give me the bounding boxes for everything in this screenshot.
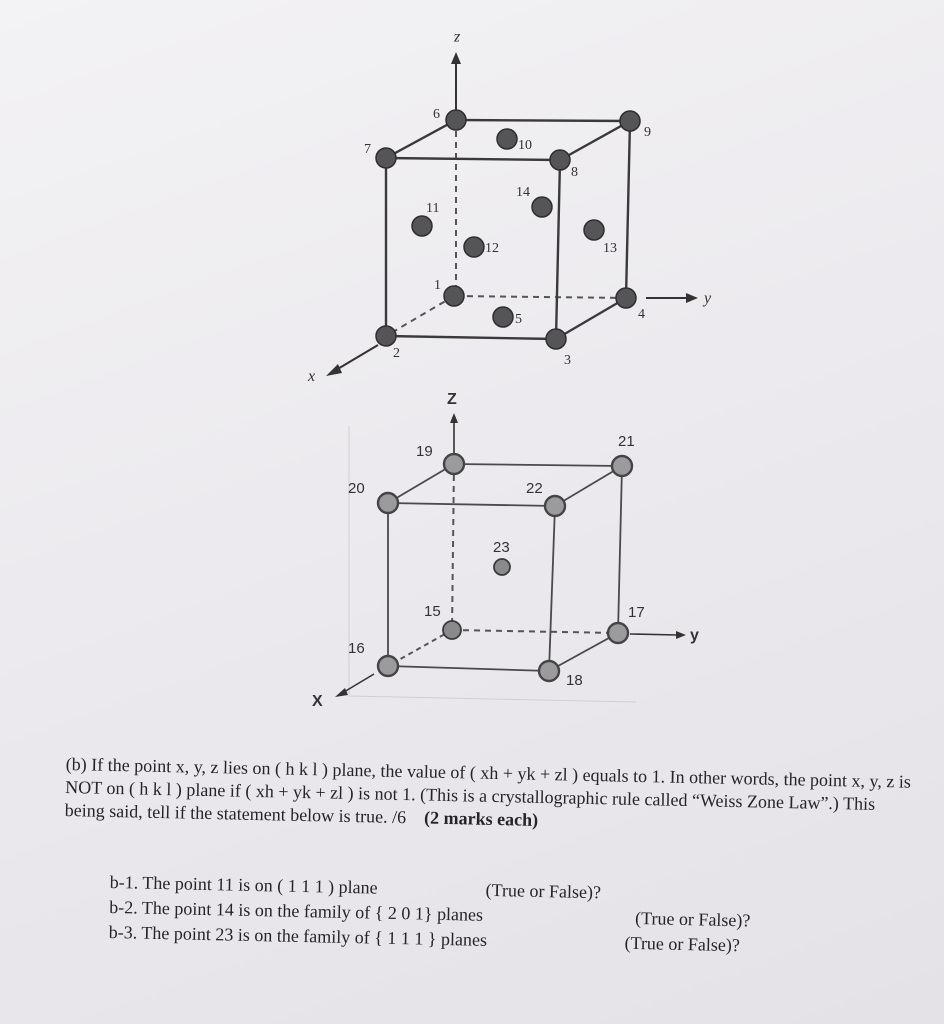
edge — [388, 503, 555, 506]
y-axis-label-bottom: y — [690, 627, 699, 644]
atom-10 — [497, 129, 517, 149]
atom-16 — [378, 656, 398, 676]
point-label-17: 17 — [628, 604, 645, 621]
atom-12 — [464, 237, 484, 257]
top-cube-diagram — [307, 30, 712, 385]
atom-8 — [550, 150, 570, 170]
question-b1-true-false: (True or False)? — [485, 879, 602, 903]
question-b3-true-false: (True or False)? — [624, 932, 741, 956]
atom-22 — [545, 496, 565, 516]
question-b2-text: b-2. The point 14 is on the family of { 2 0 1} planes — [109, 896, 484, 925]
question-b2-true-false: (True or False)? — [634, 908, 751, 931]
point-label-20: 20 — [348, 480, 365, 497]
question-b3-text: b-3. The point 23 is on the family of { 1 1 1 } planes — [108, 921, 488, 950]
point-label-1: 1 — [434, 278, 441, 293]
edge — [549, 506, 555, 671]
edge — [626, 121, 630, 298]
point-label-5: 5 — [515, 312, 522, 327]
point-label-12: 12 — [485, 241, 499, 256]
edge — [388, 464, 454, 503]
atom-15 — [443, 621, 461, 639]
atom-23 — [494, 559, 510, 575]
y-axis-arrowhead-bottom — [676, 631, 686, 639]
edge — [618, 466, 622, 633]
point-label-13: 13 — [603, 241, 617, 256]
edge — [560, 121, 630, 160]
atom-21 — [612, 456, 632, 476]
x-axis-label-bottom: X — [312, 693, 323, 710]
point-label-19: 19 — [416, 443, 433, 460]
atom-19 — [444, 454, 464, 474]
point-label-7: 7 — [364, 142, 371, 157]
point-label-21: 21 — [618, 433, 635, 450]
x-axis-arrowhead — [326, 364, 342, 376]
point-label-15: 15 — [424, 603, 441, 620]
y-axis-arrowhead — [686, 293, 698, 303]
question-b1-text: b-1. The point 11 is on ( 1 1 1 ) plane — [109, 871, 378, 898]
bottom-cube-diagram — [312, 391, 699, 710]
question-b-intro: (b) If the point x, y, z lies on ( h k l ) plane, the value of ( xh + yk + zl ) equals to 1. In other words, the point x, y, z is NOT on ( h k l ) plane if ( xh + yk + zl ) is not 1. (This is a crystallographic rule called “Weiss Zone Law”.) This being said, tell if the statement below is true. /6 — [64, 753, 912, 828]
y-axis-label-top: y — [704, 290, 712, 307]
atom-2 — [376, 326, 396, 346]
marks-note: (2 marks each) — [423, 807, 539, 830]
edge — [386, 158, 560, 160]
edge — [556, 298, 626, 339]
atom-5 — [493, 307, 513, 327]
edge — [556, 160, 560, 339]
atom-20 — [378, 493, 398, 513]
point-label-4: 4 — [638, 307, 645, 322]
point-label-10: 10 — [518, 138, 532, 153]
x-axis-dashed — [386, 296, 454, 336]
hidden-edge-vertical-bottom — [452, 464, 454, 630]
point-label-3: 3 — [564, 353, 571, 368]
edge — [386, 336, 556, 339]
point-label-2: 2 — [393, 346, 400, 361]
z-axis-label-bottom: Z — [447, 391, 457, 408]
point-label-22: 22 — [526, 480, 543, 497]
point-label-8: 8 — [571, 165, 578, 180]
point-label-9: 9 — [644, 125, 651, 140]
point-label-11: 11 — [426, 201, 440, 216]
edge — [555, 466, 622, 506]
z-axis-label-top: z — [453, 30, 460, 47]
point-label-16: 16 — [348, 640, 365, 657]
atom-14 — [532, 197, 552, 217]
atom-4 — [616, 288, 636, 308]
atom-11 — [412, 216, 432, 236]
question-b-paragraph — [65, 753, 916, 840]
edge — [454, 464, 622, 466]
atom-9 — [620, 111, 640, 131]
question-b-items — [108, 870, 809, 960]
atom-3 — [546, 329, 566, 349]
point-label-18: 18 — [566, 672, 583, 689]
point-label-6: 6 — [433, 107, 440, 122]
y-axis-bottom — [630, 634, 678, 635]
atom-13 — [584, 220, 604, 240]
x-axis-label-top: x — [308, 368, 316, 385]
edge — [386, 120, 456, 158]
atom-17 — [608, 623, 628, 643]
x-axis-arrowhead-bottom — [335, 688, 348, 697]
atom-7 — [376, 148, 396, 168]
point-label-23: 23 — [493, 539, 510, 556]
atom-1 — [444, 286, 464, 306]
z-axis-arrowhead-bottom — [450, 413, 458, 423]
edge — [388, 666, 549, 671]
point-label-14: 14 — [516, 185, 530, 200]
z-axis-arrowhead — [451, 52, 461, 64]
atom-18 — [539, 661, 559, 681]
x-axis-top — [336, 345, 378, 370]
hidden-edge-back-bottom — [452, 630, 618, 633]
hidden-edge-back — [456, 296, 626, 298]
atom-6 — [446, 110, 466, 130]
edge — [456, 120, 630, 121]
edge — [549, 633, 618, 671]
